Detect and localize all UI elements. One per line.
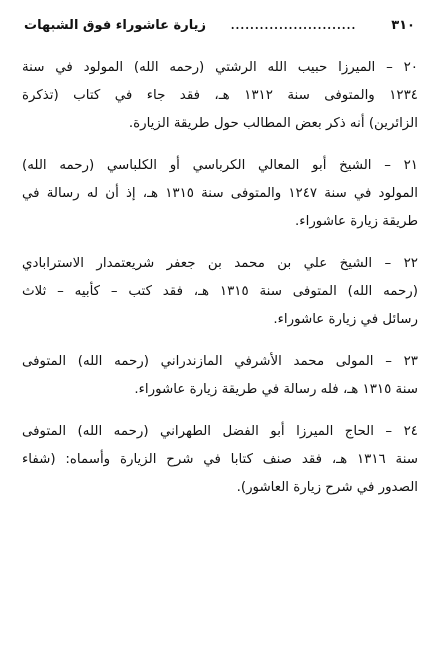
page-number: ٣١٠ xyxy=(391,18,415,33)
running-title: زيارة عاشوراء فوق الشبهات xyxy=(24,18,206,33)
text-line: طريقة زيارة عاشوراء. xyxy=(295,214,418,229)
paragraph-21 xyxy=(22,152,418,236)
header-dot-leader: .......................... xyxy=(230,19,357,32)
paragraph-22 xyxy=(22,250,418,334)
text-line: ١٢٣٤ والمتوفى سنة ١٣١٢ هـ، فقد جاء في كتاب (تذكرة xyxy=(22,88,418,103)
paragraph-24 xyxy=(22,418,418,502)
text-line: ٢١ – الشيخ أبو المعالي الكرباسي أو الكلباسي (رحمه الله) xyxy=(22,158,418,173)
text-line: ٢٠ – الميرزا حبيب الله الرشتي (رحمه الله) المولود في سنة xyxy=(22,60,418,75)
text-line: سنة ١٣١٥ هـ، فله رسالة في طريقة زيارة عاشوراء. xyxy=(134,382,418,397)
paragraph-20 xyxy=(22,54,418,138)
text-line: المولود في سنة ١٢٤٧ والمتوفى سنة ١٣١٥ هـ، إذ أن له رسالة في xyxy=(22,186,418,201)
text-line: سنة ١٣١٦ هـ، فقد صنف كتابا في شرح الزيارة وأسماه: (شفاء xyxy=(22,452,418,467)
text-line: ٢٢ – الشيخ علي بن محمد بن جعفر شريعتمدار الاسترابادي xyxy=(22,256,418,271)
page-body xyxy=(22,54,418,516)
page-header xyxy=(24,18,415,40)
text-line: الصدور في شرح زيارة العاشور). xyxy=(236,480,418,495)
text-line: ٢٣ – المولى محمد الأشرفي المازندراني (رحمه الله) المتوفى xyxy=(22,354,418,369)
text-line: رسائل في زيارة عاشوراء. xyxy=(273,312,418,327)
text-line: ٢٤ – الحاج الميرزا أبو الفضل الطهراني (رحمه الله) المتوفى xyxy=(22,424,418,439)
text-line: (رحمه الله) المتوفى سنة ١٣١٥ هـ، فقد كتب – كأبيه – ثلاث xyxy=(22,284,418,299)
text-line: الزائرين) أنه ذكر بعض المطالب حول طريقة الزيارة. xyxy=(128,116,418,131)
paragraph-23 xyxy=(22,348,418,404)
